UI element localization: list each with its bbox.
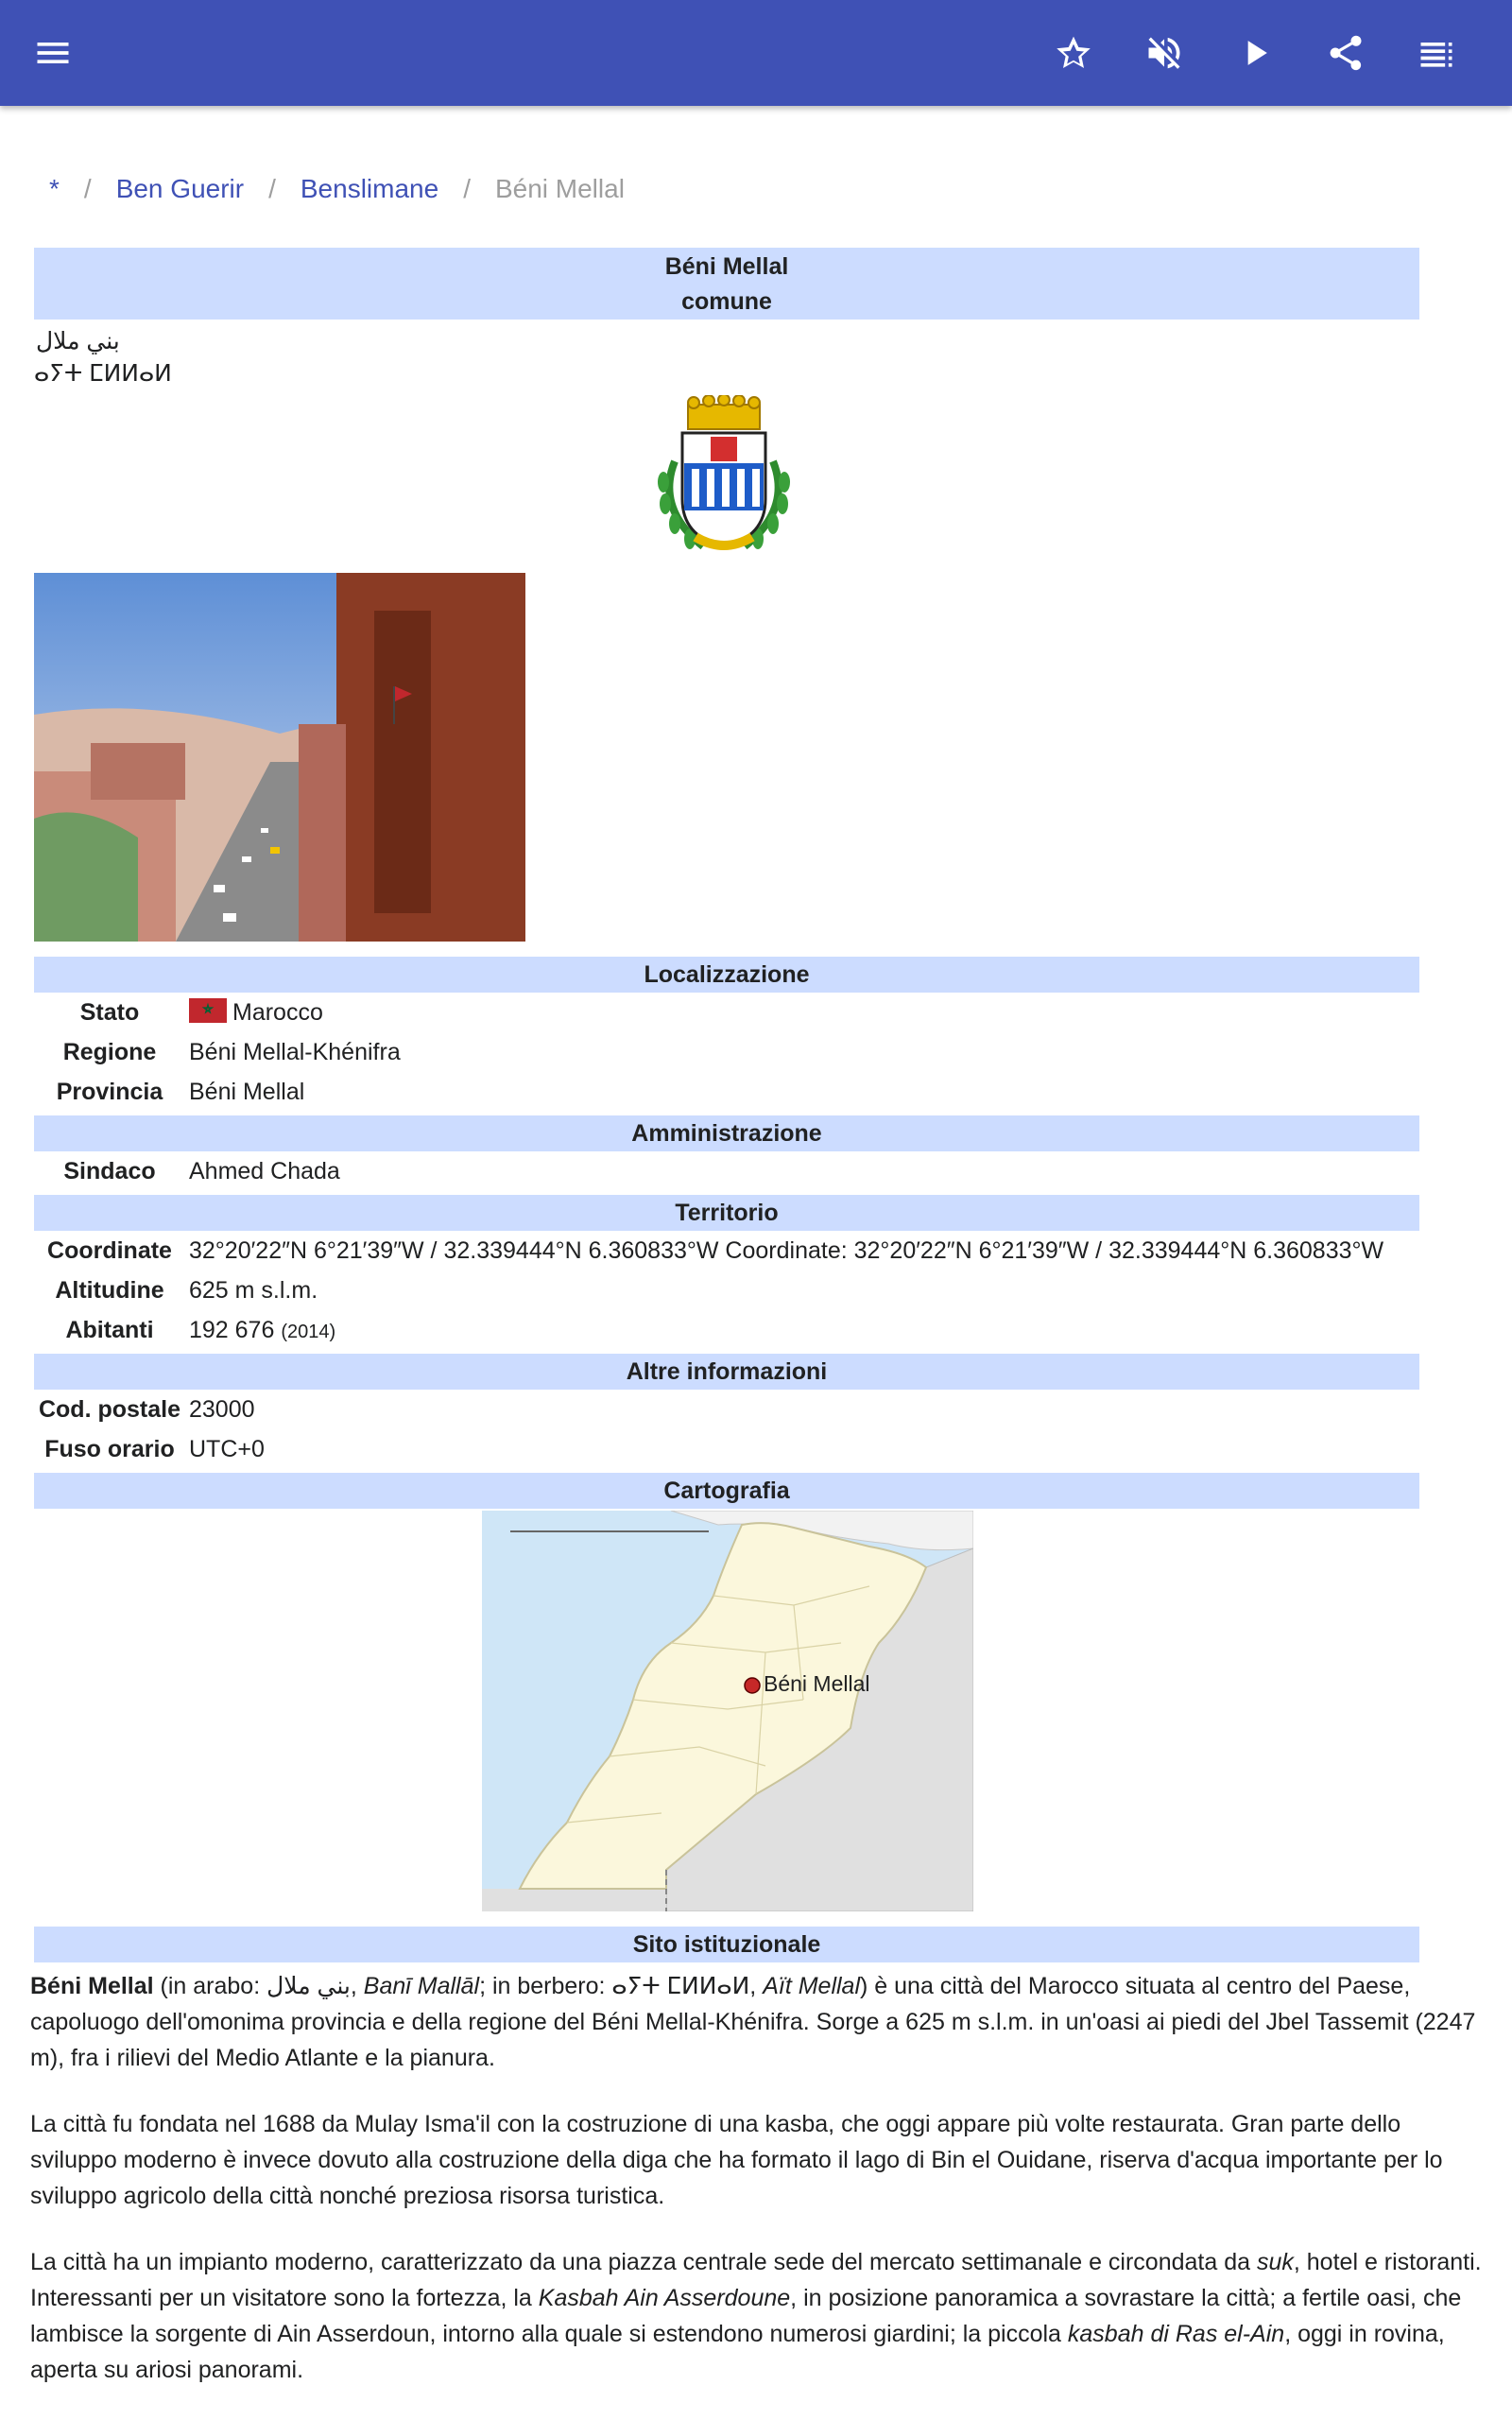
menu-button[interactable] <box>26 26 79 79</box>
country-link[interactable]: Marocco <box>232 999 323 1026</box>
row-label: Abitanti <box>65 1317 154 1343</box>
section-header-altre-informazioni: Altre informazioni <box>34 1354 1419 1390</box>
infobox-title: Béni Mellal <box>664 253 789 280</box>
section-header-cartografia: Cartografia <box>34 1473 1419 1509</box>
play-button[interactable] <box>1228 26 1281 79</box>
section-header-sito-istituzionale[interactable] <box>34 1927 1419 1962</box>
row-label: Regione <box>62 1039 157 1065</box>
row-label: Provincia <box>56 1079 163 1105</box>
row-value: Ahmed Chada <box>189 1158 340 1184</box>
row-label: Sindaco <box>63 1158 156 1184</box>
menu-icon <box>32 32 74 74</box>
website-link[interactable]: Sito istituzionale <box>632 1931 821 1958</box>
breadcrumb-home[interactable]: * <box>49 174 60 203</box>
row-label: Cod. postale <box>38 1396 180 1423</box>
row-value: 192 676 <box>189 1317 275 1343</box>
native-names <box>34 320 1419 389</box>
paragraph: La città fu fondata nel 1688 da Mulay Isma'il con la costruzione di una kasba, che oggi appare più volte restaurata. Gran parte dello sviluppo moderno è invece dovuto alla costruzione della diga che ha formato il lago di Bin el Ouidane, riserva d'acqua importante per lo sviluppo agricolo della città nonché preziosa risorsa turistica. <box>30 2111 1443 2209</box>
row-value: Béni Mellal <box>189 1079 305 1105</box>
infobox-subtitle: comune <box>681 288 772 315</box>
section-header-territorio: Territorio <box>34 1195 1419 1231</box>
city-photo[interactable] <box>34 573 525 942</box>
volume-off-icon <box>1143 32 1185 74</box>
location-map[interactable] <box>482 1511 973 1911</box>
section-header-localizzazione: Localizzazione <box>34 957 1419 993</box>
breadcrumb-separator: / <box>268 174 276 203</box>
row-label: Altitudine <box>55 1277 164 1304</box>
row-value: 23000 <box>189 1396 255 1423</box>
share-button[interactable] <box>1319 26 1372 79</box>
favorite-button[interactable] <box>1047 26 1100 79</box>
arabic-language-link[interactable]: بني ملال <box>266 1973 351 1999</box>
breadcrumb-item[interactable]: Ben Guerir <box>115 174 245 203</box>
paragraph: La città ha un impianto moderno, caratterizzato da una piazza centrale sede del mercato settimanale e circondata da suk, hotel e ristoranti. Interessanti per un visitatore sono la fortezza, la Kasbah Ain Asserdoune, in posizione panoramica a sovrastare la città; a fertile oasi, che lambisce la sorgente di Ain Asserdoun, intorno alla quale si estendono numerosi giardini; la piccola kasbah di Ras el-Ain, oggi in rovina, aperta su ariosi panorami. <box>30 2249 1482 2383</box>
map-image <box>482 1511 973 1911</box>
infobox <box>34 248 1419 1958</box>
row-label: Fuso orario <box>44 1436 175 1462</box>
row-label: Stato <box>79 999 140 1026</box>
breadcrumb <box>49 168 625 210</box>
play-icon <box>1234 32 1276 74</box>
article-body <box>30 1968 1486 2418</box>
playlist-icon <box>1416 32 1457 74</box>
breadcrumb-item[interactable]: Benslimane <box>300 174 439 203</box>
app-bar <box>0 0 1512 106</box>
native-name-arabic: بني ملال <box>36 328 120 354</box>
breadcrumb-separator: / <box>83 174 92 203</box>
paragraph: Béni Mellal (in arabo: بني ملال, Banī Mallāl; in berbero: ⴰⵢⵜ ⵎⵍⵍⴰⵍ, Aït Mellal) è una città del Marocco situata al centro del Paese, capoluogo dell'omonima provincia e della regione del Béni Mellal-Khénifra. Sorge a 625 m s.l.m. in un'oasi ai piedi del Jbel Tassemit (2247 m), fra i rilievi del Medio Atlante e la pianura. <box>30 1973 1476 2071</box>
coat-of-arms-image[interactable] <box>646 395 801 560</box>
map-city-label: Béni Mellal <box>764 1671 870 1696</box>
article-subject: Béni Mellal <box>30 1973 154 1999</box>
breadcrumb-current: Béni Mellal <box>494 174 625 203</box>
coordinates-link[interactable]: 32°20′22″N 6°21′39″W / 32.339444°N 6.360833°W Coordinate: 32°20′22″N 6°21′39″W / 32.339444°N 6.360833°W <box>189 1237 1384 1264</box>
breadcrumb-separator: / <box>463 174 471 203</box>
row-note: (2014) <box>281 1322 336 1342</box>
row-value: 625 m s.l.m. <box>189 1277 318 1304</box>
share-icon <box>1325 32 1366 74</box>
row-value: Béni Mellal-Khénifra <box>189 1039 401 1065</box>
mute-button[interactable] <box>1138 26 1191 79</box>
row-value: UTC+0 <box>189 1436 265 1462</box>
section-header-amministrazione: Amministrazione <box>34 1115 1419 1151</box>
row-label: Coordinate <box>47 1237 172 1264</box>
star-outline-icon <box>1053 32 1094 74</box>
morocco-flag-icon <box>189 998 227 1023</box>
contents-button[interactable] <box>1410 26 1463 79</box>
native-name-berber: ⴰⵢⵜ ⵎⵍⵍⴰⵍ <box>34 360 172 387</box>
infobox-header <box>34 248 1419 320</box>
